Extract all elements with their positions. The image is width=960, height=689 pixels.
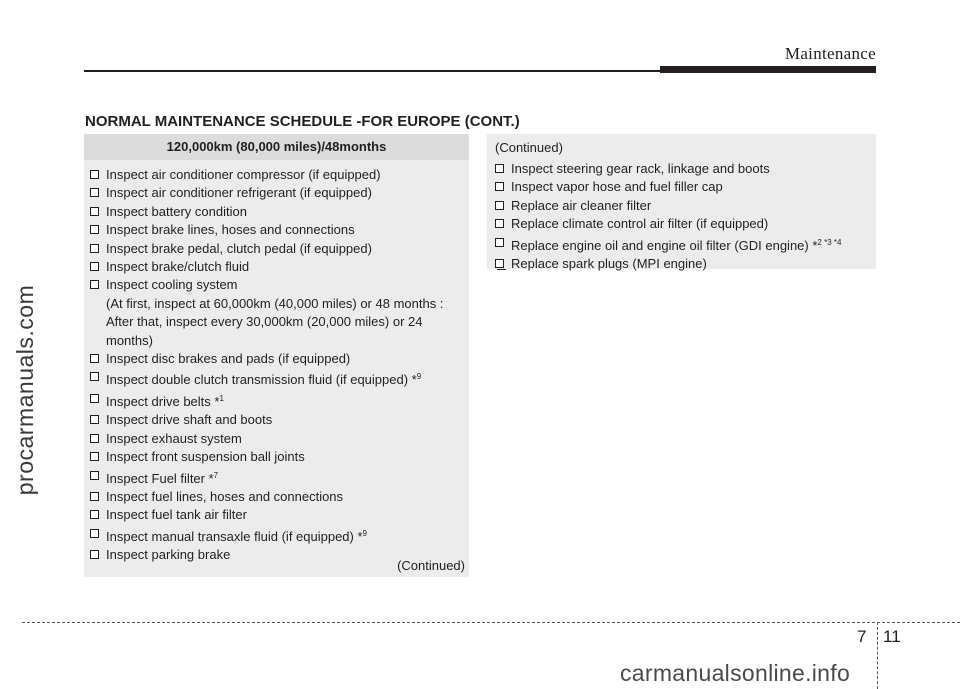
footer-divider xyxy=(877,622,878,689)
checkbox-icon xyxy=(90,471,99,480)
list-item: Inspect double clutch transmission fluid (if equipped) *$^9$ xyxy=(90,368,469,389)
list-item: Inspect disc brakes and pads (if equipped) xyxy=(90,350,469,368)
list-item: Inspect brake/clutch fluid xyxy=(90,258,469,276)
footnote-ref: 9 xyxy=(362,528,367,538)
checkbox-icon xyxy=(90,434,99,443)
footnote-ref: 2 *3 *4 xyxy=(817,237,842,247)
checkbox-icon xyxy=(495,219,504,228)
list-item: Replace climate control air filter (if equipped) xyxy=(495,215,876,233)
checkbox-icon xyxy=(90,244,99,253)
list-item: Inspect brake pedal, clutch pedal (if equipped) xyxy=(90,240,469,258)
checkbox-icon xyxy=(495,164,504,173)
list-item: Inspect fuel lines, hoses and connections xyxy=(90,488,469,506)
checkbox-icon xyxy=(90,415,99,424)
checkbox-icon xyxy=(90,372,99,381)
checkbox-icon xyxy=(90,510,99,519)
list-item: Inspect steering gear rack, linkage and boots xyxy=(495,160,876,178)
right-item-list xyxy=(487,160,876,273)
cooling-note-line: (At first, inspect at 60,000km (40,000 miles) or 48 months : xyxy=(106,295,444,311)
list-item: Inspect manual transaxle fluid (if equipped) *$^9$ xyxy=(90,525,469,546)
header-rule-accent xyxy=(660,66,876,73)
header-rule xyxy=(84,70,660,72)
checkbox-icon xyxy=(90,262,99,271)
bottom-watermark: carmanualsonline.info xyxy=(620,660,851,686)
list-item: Inspect exhaust system xyxy=(90,430,469,448)
list-item: Inspect air conditioner refrigerant (if equipped) xyxy=(90,184,469,202)
cooling-note-line: months) xyxy=(106,332,153,348)
checkbox-icon xyxy=(90,529,99,538)
left-item-list xyxy=(84,160,469,565)
chapter-number: 7 xyxy=(857,627,867,646)
schedule-interval-heading: 120,000km (80,000 miles)/48months xyxy=(84,134,469,160)
list-item: Inspect vapor hose and fuel filler cap xyxy=(495,178,876,196)
footnote-ref: 7 xyxy=(213,470,219,480)
footnote-ref: 9 xyxy=(416,372,422,382)
footnote-ref: 1 xyxy=(219,393,224,403)
checkbox-icon xyxy=(90,280,99,289)
list-item: Inspect air conditioner compressor (if equipped) xyxy=(90,166,469,184)
list-item: Inspect fuel tank air filter xyxy=(90,506,469,524)
list-item: Replace engine oil and engine oil filter (GDI engine) *$^{2 *3 *4}$ xyxy=(495,234,876,255)
footer-rule xyxy=(22,622,960,623)
checkbox-icon xyxy=(90,492,99,501)
list-item: Inspect drive belts *$^1$ xyxy=(90,390,469,411)
checkbox-icon xyxy=(90,225,99,234)
continued-label: (Continued) xyxy=(397,558,465,573)
list-item: Inspect battery condition xyxy=(90,203,469,221)
checkbox-icon xyxy=(495,201,504,210)
page-number: 11 xyxy=(883,627,901,646)
side-watermark: procarmanuals.com xyxy=(12,284,38,496)
checkbox-icon xyxy=(495,182,504,191)
header-title: Maintenance xyxy=(784,44,876,63)
schedule-right-column xyxy=(487,134,876,272)
cooling-note-line: After that, inspect every 30,000km (20,000 miles) or 24 xyxy=(106,314,423,330)
list-item: Inspect parking brake xyxy=(90,546,469,564)
checkbox-icon xyxy=(495,259,504,268)
list-item: Inspect cooling system xyxy=(90,276,469,294)
checkbox-icon xyxy=(90,550,99,559)
list-item: Inspect brake lines, hoses and connections xyxy=(90,221,469,239)
list-item: Inspect Fuel filter *$^7$ xyxy=(90,467,469,488)
checkbox-icon xyxy=(90,452,99,461)
continued-label: (Continued) xyxy=(495,140,563,155)
checkbox-icon xyxy=(90,354,99,363)
checkbox-icon xyxy=(90,394,99,403)
list-item: Inspect front suspension ball joints xyxy=(90,448,469,466)
list-item: Inspect drive shaft and boots xyxy=(90,411,469,429)
list-item: Replace spark plugs (MPI engine) xyxy=(495,255,876,273)
checkbox-icon xyxy=(90,188,99,197)
schedule-left-column xyxy=(84,134,469,577)
checkbox-icon xyxy=(90,170,99,179)
checkbox-icon xyxy=(90,207,99,216)
checkbox-icon xyxy=(495,238,504,247)
section-title: NORMAL MAINTENANCE SCHEDULE -FOR EUROPE (CONT.) xyxy=(85,113,520,130)
list-item: Replace air cleaner filter xyxy=(495,197,876,215)
